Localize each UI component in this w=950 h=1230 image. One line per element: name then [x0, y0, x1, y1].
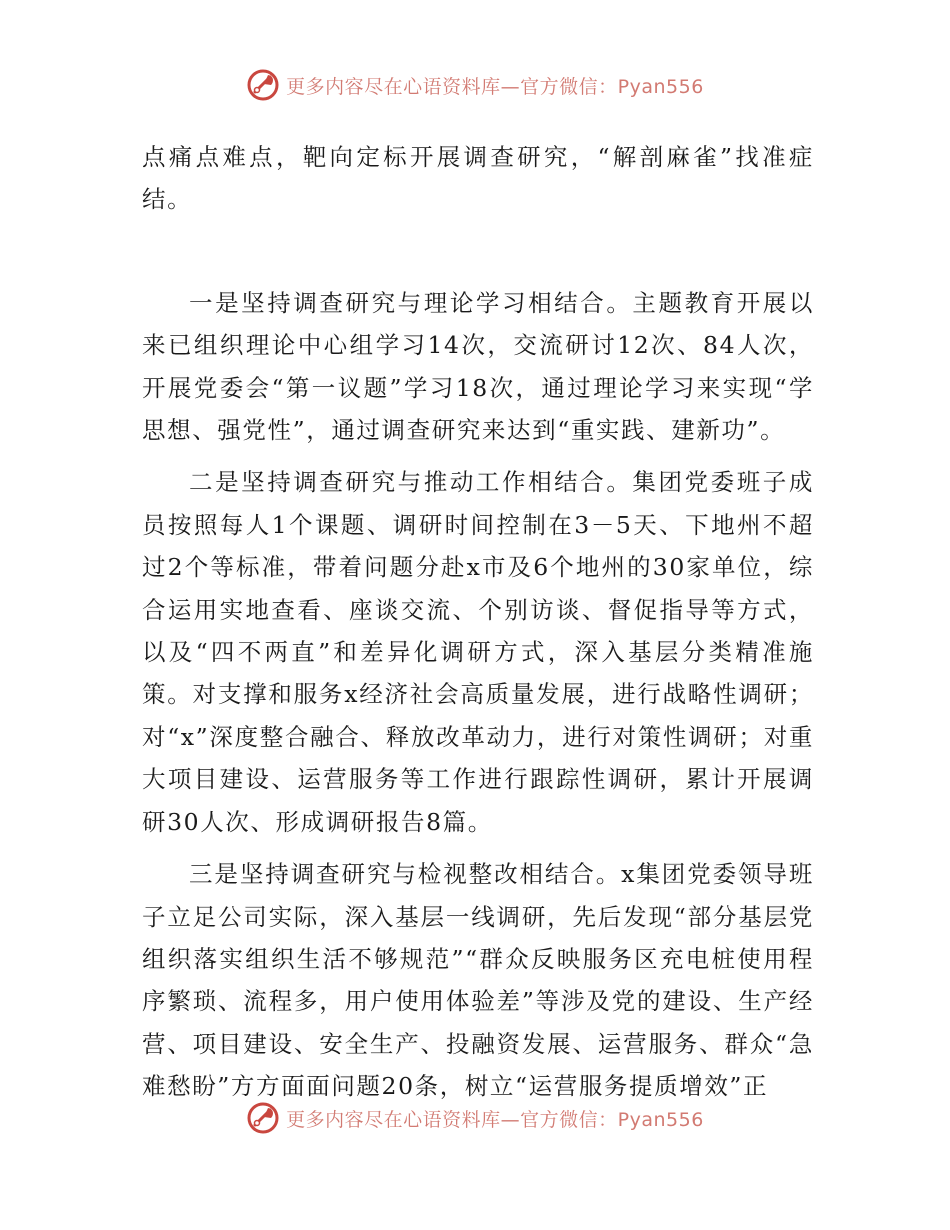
footer-banner — [0, 1101, 950, 1135]
header-banner — [0, 68, 950, 102]
paragraph-work-promotion: 二是坚持调查研究与推动工作相结合。集团党委班子成员按照每人1个课题、调研时间控制在3－5天、下地州不超过2个等标准，带着问题分赴x市及6个地州的30家单位，综合运用实地查看、座谈交流、个别访谈、督促指导等方式，以及“四不两直”和差异化调研方式，深入基层分类精准施策。对支撑和服务x经济社会高质量发展，进行战略性调研；对“x”深度整合融合、释放改革动力，进行对策性调研；对重大项目建设、运营服务等工作进行跟踪性调研，累计开展调研30人次、形成调研报告8篇。 — [142, 468, 814, 836]
footer-banner-text: 更多内容尽在心语资料库—官方微信：Pyan556 — [286, 1108, 704, 1131]
red-seal-quill-logo-icon — [246, 68, 280, 102]
paragraph-inspection-rectification: 三是坚持调查研究与检视整改相结合。x集团党委领导班子立足公司实际，深入基层一线调研，先后发现“部分基层党组织落实组织生活不够规范”“群众反映服务区充电桩使用程序繁琐、流程多，用户使用体验差”等涉及党的建设、生产经营、项目建设、安全生产、投融资发展、运营服务、群众“急难愁盼”方方面面问题20条，树立“运营服务提质增效”正 — [142, 860, 814, 1101]
paragraph-theory-study: 一是坚持调查研究与理论学习相结合。主题教育开展以来已组织理论中心组学习14次，交流研讨12次、84人次，开展党委会“第一议题”学习18次，通过理论学习来实现“学思想、强党性”，通过调查研究来达到“重实践、建新功”。 — [142, 288, 814, 445]
document-body — [142, 136, 814, 1118]
header-banner-text: 更多内容尽在心语资料库—官方微信：Pyan556 — [286, 75, 704, 98]
continuation-paragraph: 点痛点难点，靶向定标开展调查研究，“解剖麻雀”找准症结。 — [142, 143, 814, 214]
red-seal-quill-logo-icon — [246, 1101, 280, 1135]
